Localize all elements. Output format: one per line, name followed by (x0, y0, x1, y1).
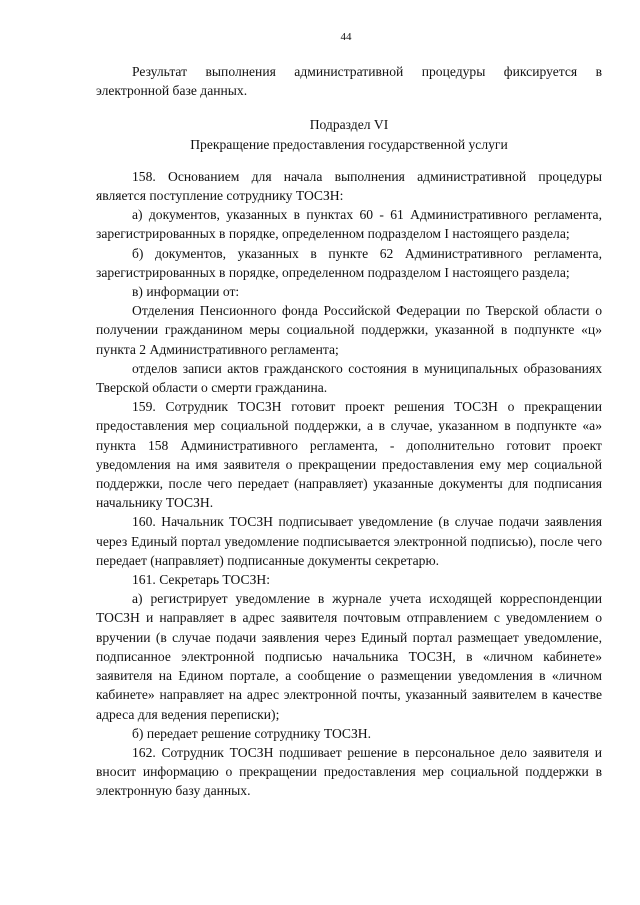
paragraph-161: 161. Секретарь ТОСЗН: (132, 572, 271, 588)
paragraph-158-v-civil-registry: отделов записи актов гражданского состояния в муниципальных образованиях Тверской области о смерти гражданина. (96, 360, 602, 396)
paragraph-159: 159. Сотрудник ТОСЗН готовит проект решения ТОСЗН о прекращении предоставления мер социальной поддержки, а в случае, указанном в подпункте «а» пункта 158 Административного регламента, - дополнительно готовит проект уведомления на имя заявителя о прекращении предоставления ему мер социальной поддержки, после чего передает (направляет) указанные документы для подписания начальнику ТОСЗН. (96, 399, 602, 511)
subsection-label: Подраздел VI (309, 117, 389, 133)
paragraph-161-a: а) регистрирует уведомление в журнале учета исходящей корреспонденции ТОСЗН и направляет в адрес заявителя почтовым отправлением с уведомлением о вручении (в случае подачи заявления через Единый портал размещает уведомление, подписанное электронной подписью начальника ТОСЗН, в «личном кабинете» заявителя на Едином портале, а сообщение о размещении уведомления в «личном кабинете» направляет на адрес электронной почты, указанный заявителем в качестве адреса для ведения переписки); (96, 591, 602, 722)
paragraph-161-b: б) передает решение сотруднику ТОСЗН. (132, 725, 372, 741)
paragraph-162: 162. Сотрудник ТОСЗН подшивает решение в персональное дело заявителя и вносит информацию о прекращении предоставления мер социальной поддержки в электронную базу данных. (96, 744, 602, 799)
page-content (96, 30, 602, 801)
paragraph-158-b: б) документов, указанных в пункте 62 Административного регламента, зарегистрированных в порядке, определенном подразделом I настоящего раздела; (96, 245, 602, 280)
page-number: 44 (340, 31, 352, 43)
paragraph-158-a: а) документов, указанных в пунктах 60 - 61 Административного регламента, зарегистрированных в порядке, определенном подразделом I настоящего раздела; (96, 207, 602, 242)
paragraph-158-v-pension-fund: Отделения Пенсионного фонда Российской Федерации по Тверской области о получении гражданином меры социальной поддержки, указанной в подпункте «ц» пункта 2 Административного регламента; (96, 303, 602, 357)
document-body (96, 62, 602, 801)
paragraph-158: 158. Основанием для начала выполнения административной процедуры является поступление сотруднику ТОСЗН: (96, 168, 602, 204)
paragraph-158-v: в) информации от: (132, 284, 240, 300)
paragraph-160: 160. Начальник ТОСЗН подписывает уведомление (в случае подачи заявления через Единый портал уведомление подписывается электронной подписью), после чего передает (направляет) подписанные документы секретарю. (96, 514, 602, 568)
intro-paragraph: Результат выполнения административной процедуры фиксируется в электронной базе данных. (96, 64, 602, 99)
subsection-title: Прекращение предоставления государственной услуги (190, 136, 508, 152)
